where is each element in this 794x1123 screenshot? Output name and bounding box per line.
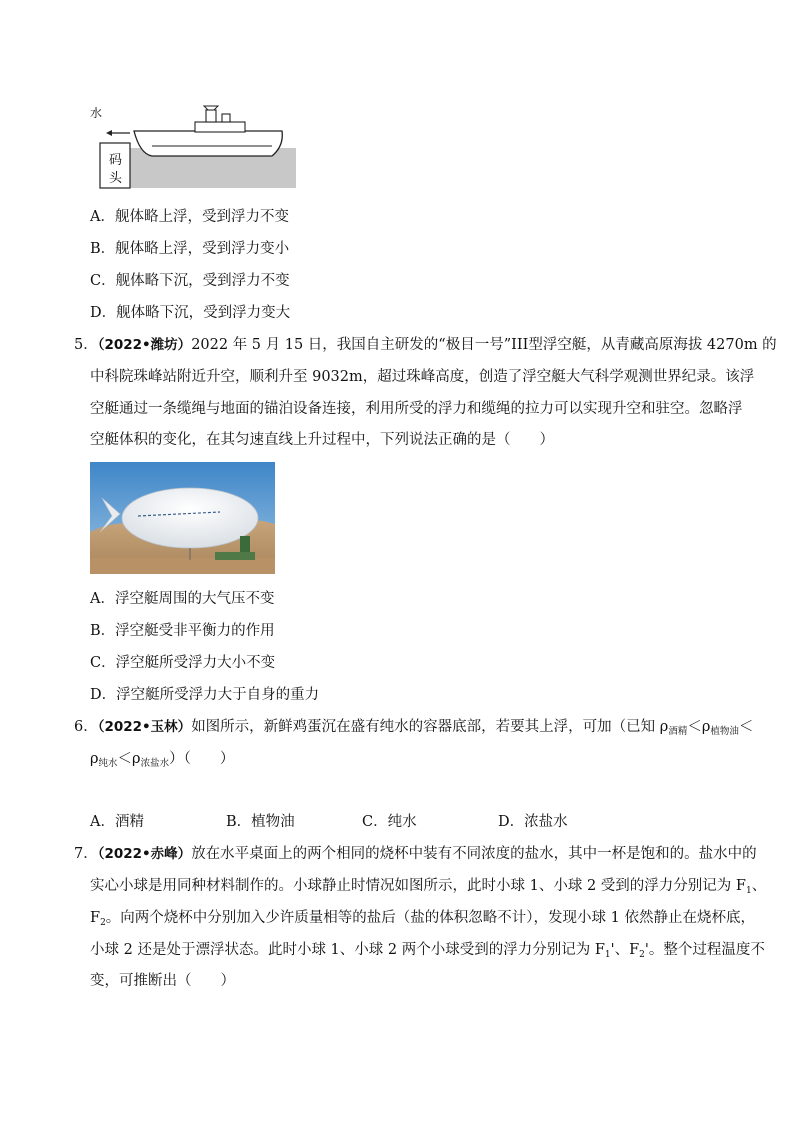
dock-label-1: 码 (109, 153, 123, 168)
q5-option-d: D．浮空艇所受浮力大于自身的重力 (90, 687, 320, 703)
q7-stem-line-2 (90, 876, 766, 901)
q6-source: （2022•玉林） (97, 719, 192, 735)
q5-stem-line-4: 空艇体积的变化，在其匀速直线上升过程中，下列说法正确的是（ ） (90, 432, 554, 448)
water-arrow-head (106, 130, 112, 136)
q6-lt-1: ＜ρ (687, 719, 711, 735)
q7-line-2a: 实心小球是用同种材料制作的。小球静止时情况如图所示，此时小球 1、小球 2 受到的浮力分别记为 F (90, 878, 746, 894)
q5-line-1-text: 2022 年 5 月 15 日，我国自主研发的“极目一号”III型浮空艇，从青藏高原海拔 4270m 的 (191, 337, 777, 353)
ship-deckhouse (195, 122, 245, 132)
q4-option-a: A．舰体略上浮，受到浮力不变 (90, 209, 289, 225)
q6-stem-line-2 (90, 749, 234, 774)
q7-line-4-sub1: 1 (604, 950, 611, 960)
q7-source: （2022•赤峰） (97, 846, 192, 862)
q5-stem-line-1 (74, 335, 777, 355)
q6-lt-3: ＜ρ (117, 751, 141, 767)
q4-option-b: B．舰体略上浮，受到浮力变小 (90, 241, 290, 257)
q6-option-a: A．酒精 (90, 814, 144, 830)
q7-line-3-sub2: 2 (100, 918, 106, 928)
q7-line-4a: 小球 2 还是处于漂浮状态。此时小球 1、小球 2 两个小球受到的浮力分别记为 F (90, 942, 605, 958)
q6-number: 6． (74, 719, 98, 735)
ship-funnel-top (204, 106, 218, 110)
q6-rho-sub-3: 纯水 (98, 758, 118, 769)
q6-line-1-text: 如图所示，新鲜鸡蛋沉在盛有纯水的容器底部，若要其上浮，可加（已知 ρ (191, 719, 669, 735)
q5-stem-line-3: 空艇通过一条缆绳与地面的锚泊设备连接，利用所受的浮力和缆绳的拉力可以实现升空和驻空。忽略浮 (90, 401, 743, 417)
q6-rho-sub-4: 浓盐水 (140, 758, 170, 769)
airship-photo-svg (90, 462, 275, 574)
q6-lt-2: ＜ (738, 719, 754, 735)
q7-line-1-text: 放在水平桌面上的两个相同的烧杯中装有不同浓度的盐水，其中一杯是饱和的。盐水中的 (191, 846, 757, 862)
ground (90, 558, 275, 574)
q6-stem-line-1 (74, 717, 753, 742)
q6-option-b: B．植物油 (226, 814, 295, 830)
airship-body (122, 488, 258, 548)
ship-hull (134, 131, 282, 156)
q7-stem-line-4 (90, 940, 765, 965)
q7-line-3-F: F (90, 910, 101, 926)
q7-number: 7． (74, 846, 98, 862)
q7-stem-line-1 (74, 844, 757, 864)
q6-line-2-end: ）（ ） (169, 751, 235, 767)
ship-funnel-1 (206, 110, 216, 122)
q5-stem-line-2: 中科院珠峰站附近升空，顺利升至 9032m，超过珠峰高度，创造了浮空艇大气科学观测世界纪录。该浮 (90, 369, 755, 385)
q7-line-3b: 。向两个烧杯中分别加入少许质量相等的盐后（盐的体积忽略不计），发现小球 1 依然静止在烧杯底， (105, 910, 755, 926)
q7-stem-line-5: 变，可推断出（ ） (90, 973, 235, 989)
q7-line-2-sub1: 1 (745, 886, 752, 896)
q5-number: 5． (74, 337, 98, 353)
q5-option-b: B．浮空艇受非平衡力的作用 (90, 623, 275, 639)
dock-label-2: 头 (109, 171, 123, 186)
q4-option-d: D．舰体略下沉，受到浮力变大 (90, 305, 291, 321)
q4-option-c: C．舰体略下沉，受到浮力不变 (90, 273, 290, 289)
q7-line-4b: '、F (610, 942, 640, 958)
q6-option-c: C．纯水 (362, 814, 417, 830)
ship-dock-figure (90, 96, 300, 192)
airship-photo (90, 462, 275, 574)
q6-rho: ρ (90, 751, 99, 767)
q7-line-4c: '。整个过程温度不 (644, 942, 765, 958)
q7-stem-line-3 (90, 908, 755, 933)
water-label: 水 (90, 106, 103, 120)
ground-vehicle (215, 552, 255, 560)
q6-rho-sub-1: 酒精 (668, 726, 688, 737)
q7-line-4-sub2: 2 (639, 950, 645, 960)
ship-funnel-2 (222, 114, 230, 122)
q6-option-d: D．浓盐水 (498, 814, 568, 830)
q5-option-a: A．浮空艇周围的大气压不变 (90, 591, 275, 607)
q5-option-c: C．浮空艇所受浮力大小不变 (90, 655, 276, 671)
q5-source: （2022•潍坊） (97, 337, 192, 353)
q7-line-2b: 、 (751, 878, 767, 894)
q6-rho-sub-2: 植物油 (710, 726, 739, 737)
